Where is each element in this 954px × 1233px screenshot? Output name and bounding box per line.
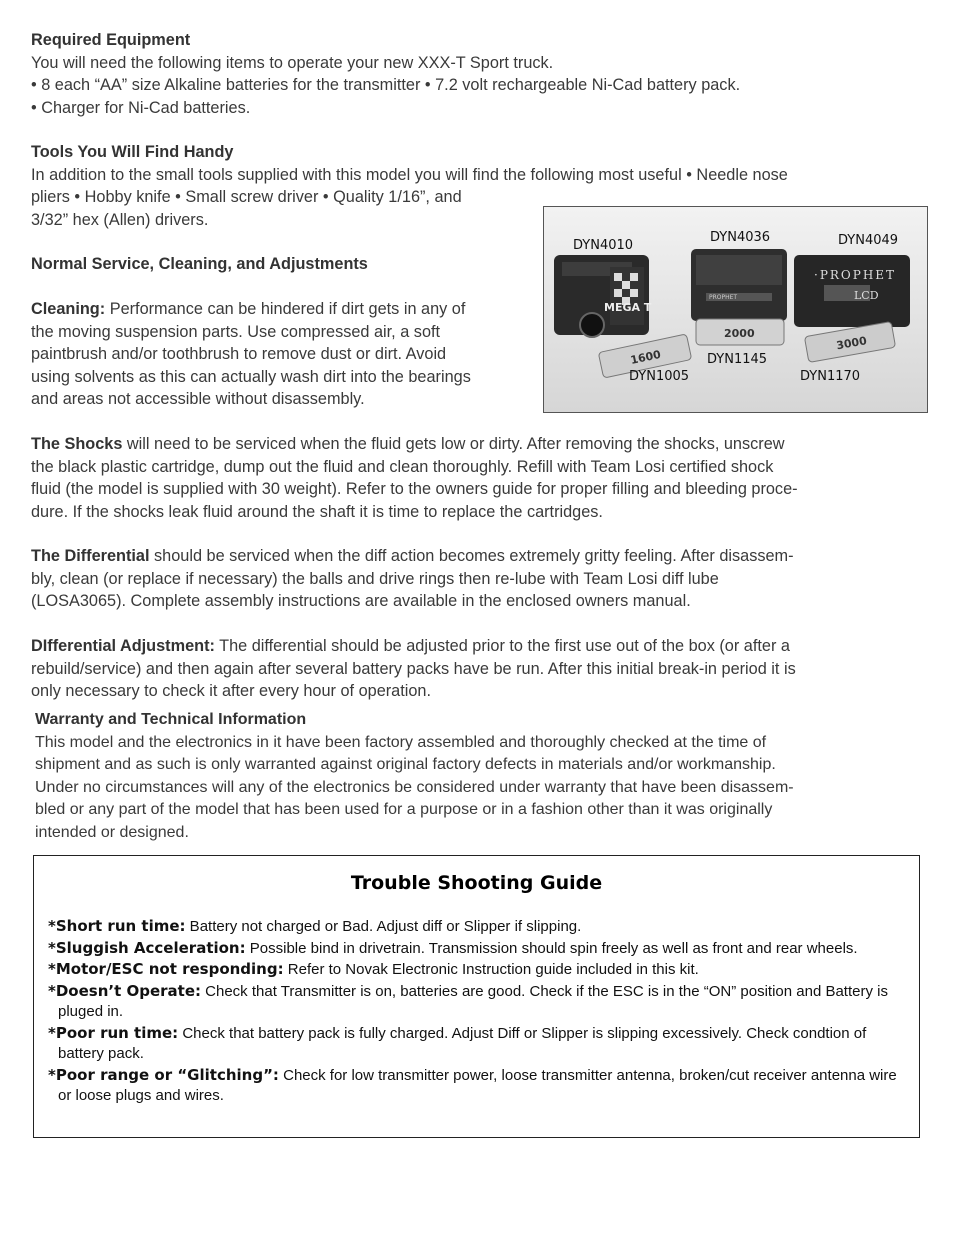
trouble-item-text: Check that Transmitter is on, batteries are good. Check if the ESC is in the “ON” position and Battery is pluged in. xyxy=(58,982,888,1020)
warranty-line: This model and the electronics in it have been factory assembled and thoroughly checked at the time of xyxy=(35,733,767,751)
diff-adjustment-line: The differential should be adjusted prior to the first use out of the box (or after a xyxy=(214,637,790,655)
trouble-shooting-title: Trouble Shooting Guide xyxy=(350,872,603,894)
charger-dyn4036 xyxy=(691,249,787,321)
trouble-item-text: Possible bind in drivetrain. Transmission should spin freely as well as front and rear wheels. xyxy=(245,939,858,957)
pack-3000: 3000 xyxy=(835,334,868,353)
pack-1600: 1600 xyxy=(629,347,662,367)
prophet-label: ·PROPHET xyxy=(814,268,897,282)
charger-dyn4010 xyxy=(554,255,652,337)
trouble-item-key: *Motor/ESC not responding: xyxy=(48,960,284,978)
trouble-shooting-list xyxy=(48,916,908,1107)
trouble-item xyxy=(48,1065,908,1107)
diff-adjustment-line: only necessary to check it after every hour of operation. xyxy=(31,682,432,700)
diff-adjustment-paragraph xyxy=(31,635,921,703)
trouble-item-text: Battery not charged or Bad. Adjust diff or Slipper if slipping. xyxy=(185,918,582,935)
trouble-item xyxy=(48,938,908,960)
cleaning-line: the moving suspension parts. Use compressed air, a soft xyxy=(31,322,441,341)
trouble-item-key: *Poor run time: xyxy=(48,1023,179,1042)
differential-line: bly, clean (or replace if necessary) the balls and drive rings then re-lube with Team Losi diff lube xyxy=(31,569,719,588)
differential-line: (LOSA3065). Complete assembly instructions are available in the enclosed owners manual. xyxy=(31,592,691,610)
differential-line: should be serviced when the diff action becomes extremely gritty feeling. After disassem- xyxy=(149,547,794,565)
required-equipment-heading: Required Equipment xyxy=(31,31,191,49)
product-photo xyxy=(543,206,928,413)
service-heading: Normal Service, Cleaning, and Adjustments xyxy=(31,255,368,273)
trouble-item-text: Check for low transmitter power, loose transmitter antenna, broken/cut receiver antenna wire or loose plugs and wires. xyxy=(58,1066,897,1104)
cleaning-paragraph xyxy=(31,298,546,411)
tools-line: 3/32” hex (Allen) drivers. xyxy=(31,210,209,229)
label-dyn4036: DYN4036 xyxy=(710,230,771,245)
trouble-item-text: Refer to Novak Electronic Instruction guide included in this kit. xyxy=(283,961,699,978)
required-equipment-section xyxy=(31,29,921,119)
shocks-line: dure. If the shocks leak fluid around the shaft it is time to replace the cartridges. xyxy=(31,502,603,521)
cleaning-line: paintbrush and/or toothbrush to remove dust or dirt. Avoid xyxy=(31,345,447,363)
trouble-item-text: Check that battery pack is fully charged. Adjust Diff or Slipper is slipping excessively. Check condtion of battery pack. xyxy=(58,1024,867,1062)
trouble-shooting-box xyxy=(33,855,920,1138)
tools-heading: Tools You Will Find Handy xyxy=(31,143,234,161)
warranty-section xyxy=(35,709,925,844)
warranty-line: shipment and as such is only warranted against original factory defects in materials and/or workmanship. xyxy=(35,756,776,773)
required-equipment-intro: You will need the following items to operate your new XXX-T Sport truck. xyxy=(31,53,554,72)
tools-line: pliers • Hobby knife • Small screw driver • Quality 1/16”, and xyxy=(31,188,462,206)
shocks-line: the black plastic cartridge, dump out the fluid and clean thoroughly. Refill with Team Losi certified shock xyxy=(31,457,774,476)
trouble-item-key: *Sluggish Acceleration: xyxy=(48,938,246,957)
cleaning-line: Performance can be hindered if dirt gets in any of xyxy=(105,300,466,318)
label-dyn1005: DYN1005 xyxy=(629,369,690,384)
cleaning-line: using solvents as this can actually wash dirt into the bearings xyxy=(31,367,471,386)
prophet-small-label: PROPHET xyxy=(709,294,738,301)
diff-adjustment-line: rebuild/service) and then again after several battery packs have be run. After this initial break-in period it is xyxy=(31,659,796,678)
warranty-line: intended or designed. xyxy=(35,823,189,841)
charger-dyn4049 xyxy=(794,255,910,327)
warranty-heading: Warranty and Technical Information xyxy=(35,711,307,728)
shocks-line: will need to be serviced when the fluid gets low or dirty. After removing the shocks, unscrew xyxy=(122,435,785,453)
required-bullet: • Charger for Ni-Cad batteries. xyxy=(31,98,251,117)
tools-line: In addition to the small tools supplied with this model you will find the following most useful • Needle nose xyxy=(31,165,788,184)
label-dyn4049: DYN4049 xyxy=(838,233,899,248)
label-dyn4010: DYN4010 xyxy=(573,238,634,253)
trouble-item xyxy=(48,1023,908,1065)
differential-label: The Differential xyxy=(31,547,150,565)
shocks-label: The Shocks xyxy=(31,435,123,453)
label-dyn1170: DYN1170 xyxy=(800,369,861,384)
cleaning-label: Cleaning: xyxy=(31,300,106,318)
pack-2000: 2000 xyxy=(724,327,755,340)
shocks-paragraph xyxy=(31,433,921,523)
lcd-label: LCD xyxy=(854,289,879,302)
trouble-item xyxy=(48,916,908,938)
shocks-line: fluid (the model is supplied with 30 weight). Refer to the owners guide for proper filling and bleeding proce- xyxy=(31,480,798,498)
mega-label: MEGA T xyxy=(604,301,652,314)
trouble-item xyxy=(48,959,908,981)
diff-adjustment-label: DIfferential Adjustment: xyxy=(31,637,215,655)
trouble-item-key: *Short run time: xyxy=(48,917,186,935)
trouble-item-key: *Doesn’t Operate: xyxy=(48,981,201,1000)
trouble-item-key: *Poor range or “Glitching”: xyxy=(48,1065,279,1084)
required-bullet: • 8 each “AA” size Alkaline batteries for the transmitter • 7.2 volt rechargeable Ni-Cad battery pack. xyxy=(31,76,741,94)
label-dyn1145: DYN1145 xyxy=(707,352,768,367)
trouble-item xyxy=(48,981,908,1023)
cleaning-line: and areas not accessible without disassembly. xyxy=(31,390,365,408)
warranty-line: Under no circumstances will any of the electronics be considered under warranty that have been disassem- xyxy=(35,778,794,796)
battery-pack-dyn1145 xyxy=(696,319,784,345)
warranty-line: bled or any part of the model that has been used for a purpose or in a fashion other than it was originally xyxy=(35,801,773,818)
differential-paragraph xyxy=(31,545,921,613)
